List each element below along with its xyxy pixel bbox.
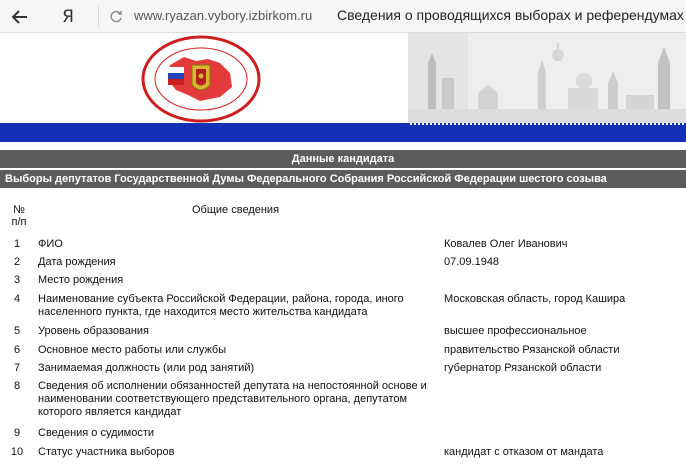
num-column-header: [6, 204, 32, 228]
yandex-logo[interactable]: [56, 0, 80, 33]
emblem-logo-icon: [140, 35, 262, 123]
reload-button[interactable]: [104, 0, 128, 33]
row-field: Сведения о судимости: [38, 427, 155, 439]
num-header-line2: п/п: [11, 216, 27, 228]
row-field: Занимаемая должность (или род занятий): [38, 362, 255, 374]
row-value: Московская область, город Кашира: [444, 293, 626, 305]
reload-icon: [109, 10, 123, 24]
row-value: Ковалев Олег Иванович: [444, 238, 568, 250]
row-value: губернатор Рязанской области: [444, 362, 602, 374]
num-header-line1: №: [13, 204, 25, 216]
toolbar-divider: [98, 6, 99, 27]
row-field: Основное место работы или службы: [38, 344, 227, 356]
arrow-left-icon: [12, 10, 28, 24]
row-value: кандидат с отказом от мандата: [444, 446, 604, 458]
moscow-skyline-photo: [408, 33, 686, 123]
row-number: 5: [13, 325, 21, 337]
row-field: Дата рождения: [38, 256, 116, 268]
kremlin-skyline-icon: [408, 33, 686, 123]
yandex-logo-text: Я: [62, 6, 74, 27]
row-number: 4: [13, 293, 21, 305]
row-number: 1: [13, 238, 21, 250]
site-banner: [0, 33, 686, 123]
table-header: [0, 198, 686, 232]
row-number: 8: [13, 380, 21, 392]
row-number: 7: [13, 362, 21, 374]
blue-band: [0, 123, 686, 142]
commission-emblem[interactable]: [140, 35, 262, 123]
row-field: ФИО: [38, 238, 63, 250]
row-value: правительство Рязанской области: [444, 344, 620, 356]
row-number: 10: [10, 446, 24, 458]
row-field: Статус участника выборов: [38, 446, 175, 458]
candidate-data-title: Данные кандидата: [0, 150, 686, 168]
row-number: 2: [13, 256, 21, 268]
row-number: 3: [13, 274, 21, 286]
row-number: 6: [13, 344, 21, 356]
row-value: высшее профессиональное: [444, 325, 587, 337]
row-field: Уровень образования: [38, 325, 150, 337]
row-field: Сведения об исполнении обязанностей депутата на непостоянной основе и наименовании соответствующего представительного органа, депутатом которого является кандидат: [38, 380, 427, 418]
general-info-header: Общие сведения: [192, 204, 280, 216]
blue-band-stripe: [408, 123, 686, 125]
address-bar[interactable]: www.ryazan.vybory.izbirkom.ru: [134, 8, 313, 23]
row-field: Место рождения: [38, 274, 124, 286]
row-field: Наименование субъекта Российской Федерации, района, города, иного населенного пункта, где находится место жительства кандидата: [38, 293, 404, 318]
back-button[interactable]: [6, 0, 34, 33]
row-number: 9: [13, 427, 21, 439]
row-value: 07.09.1948: [444, 256, 500, 268]
election-title: Выборы депутатов Государственной Думы Федерального Собрания Российской Федерации шестого созыва: [0, 170, 686, 188]
page-title: Сведения о проводящихся выборах и референдумах: [337, 7, 684, 23]
browser-toolbar: [0, 0, 686, 33]
